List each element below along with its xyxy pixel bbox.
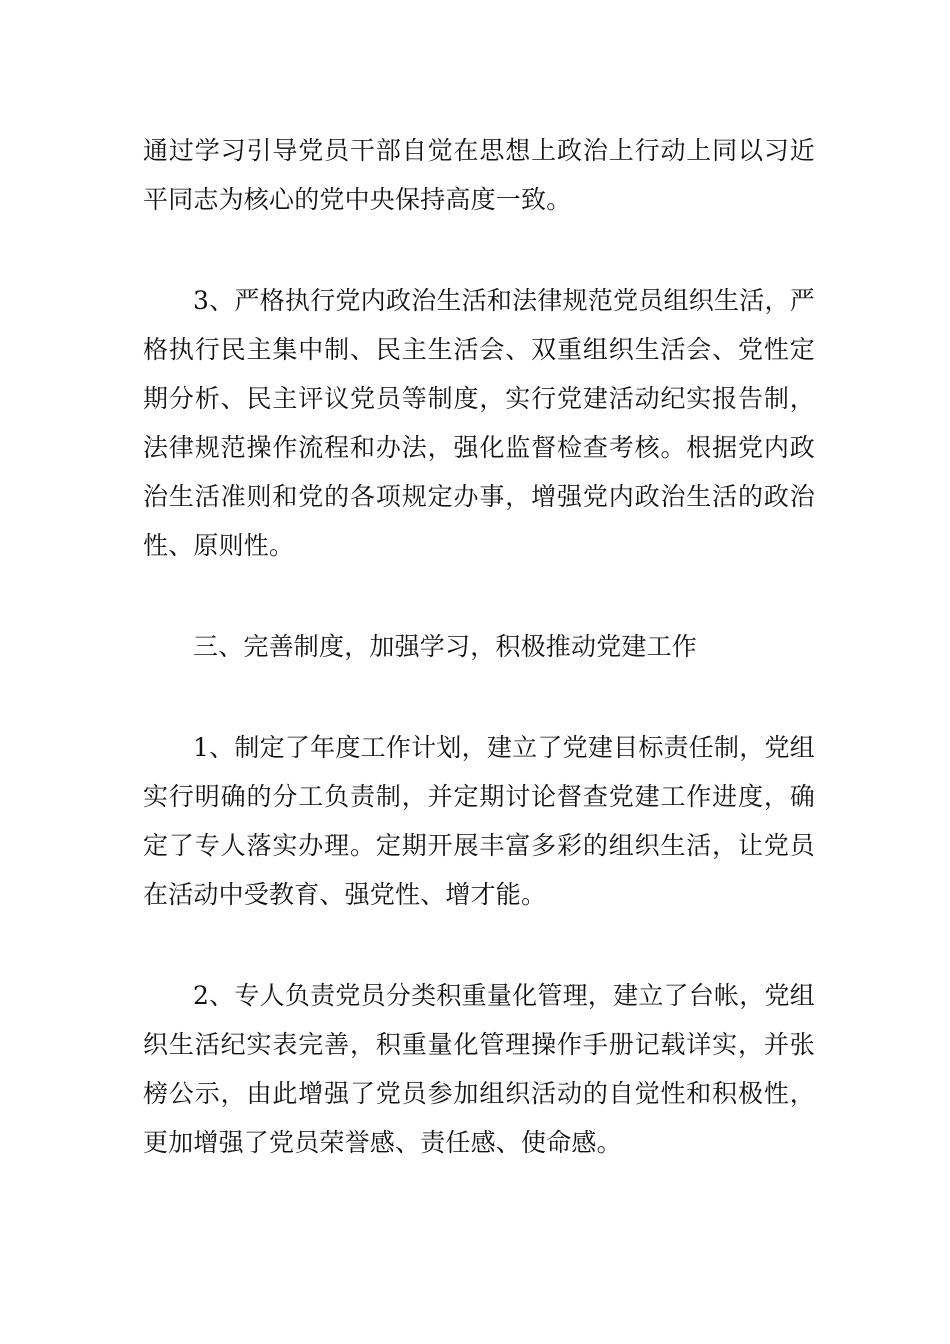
paragraph-continuation: 通过学习引导党员干部自觉在思想上政治上行动上同以习近平同志为核心的党中央保持高度一致。 <box>143 136 815 214</box>
paragraph-item-1: 1、制定了年度工作计划，建立了党建目标责任制，党组实行明确的分工负责制，并定期讨论督查党建工作进度，确定了专人落实办理。定期开展丰富多彩的组织生活，让党员在活动中受教育、强党性、增才能。 <box>143 733 815 909</box>
paragraph-item-3: 3、严格执行党内政治生活和法律规范党员组织生活，严格执行民主集中制、民主生活会、双重组织生活会、党性定期分析、民主评议党员等制度，实行党建活动纪实报告制，法律规范操作流程和办法，强化监督检查考核。根据党内政治生活准则和党的各项规定办事，增强党内政治生活的政治性、原则性。 <box>143 286 815 560</box>
section-heading: 三、完善制度，加强学习，积极推动党建工作 <box>193 632 698 661</box>
paragraph-item-2: 2、专人负责党员分类积重量化管理，建立了台帐，党组织生活纪实表完善，积重量化管理操作手册记载详实，并张榜公示，由此增强了党员参加组织活动的自觉性和积极性，更加增强了党员荣誉感、责任感、使命感。 <box>143 981 815 1157</box>
document-body <box>143 126 815 1167</box>
